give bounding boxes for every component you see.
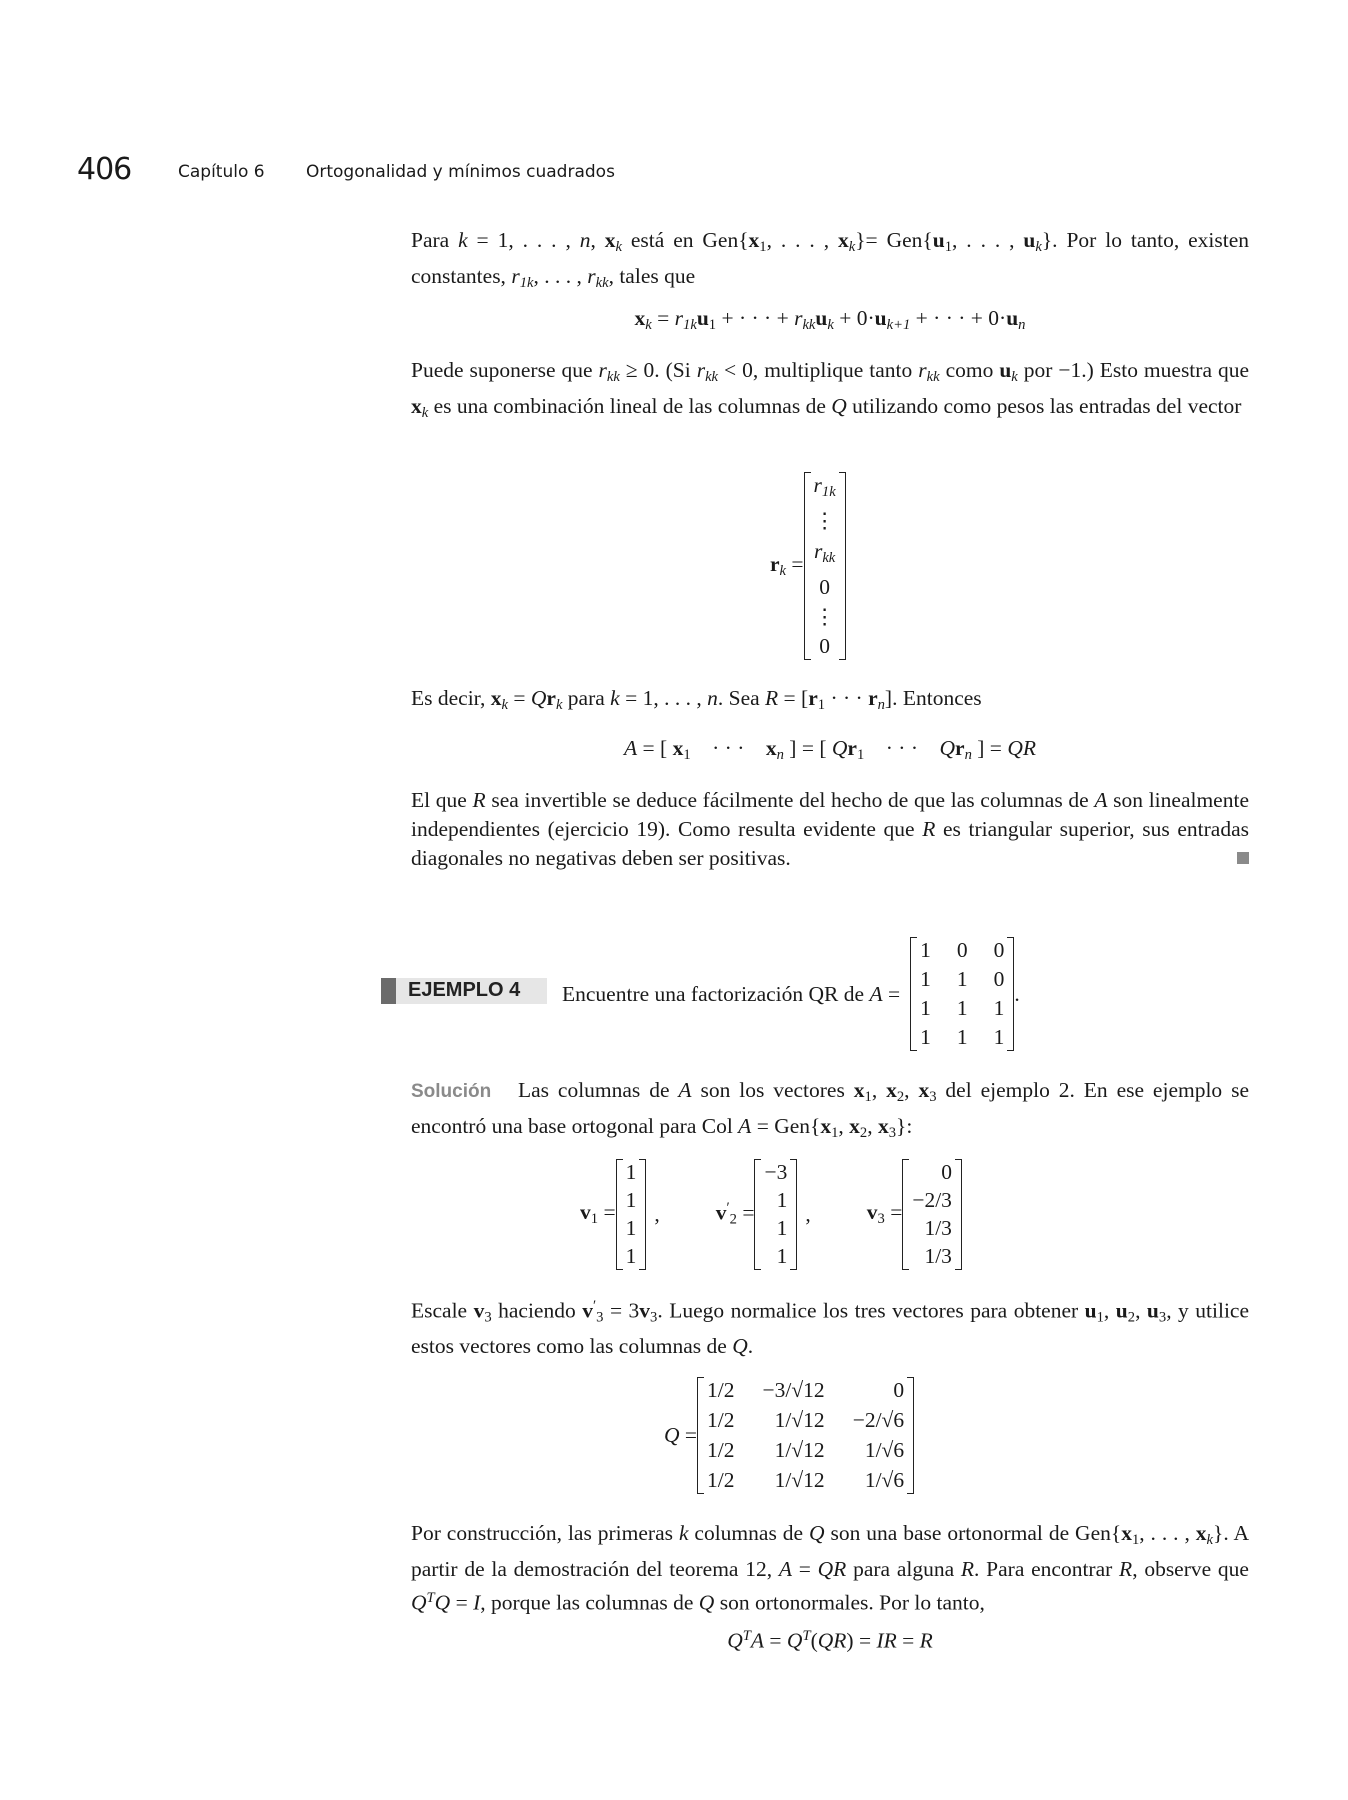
text-run: k — [555, 697, 563, 714]
matrix-entry: 1 — [956, 967, 968, 991]
text-run: columnas de — [688, 1521, 809, 1545]
text-run: son linealmente independientes (ejercicio 19). Como resulta evidente que — [411, 788, 1249, 841]
text-run: I — [473, 1590, 481, 1615]
text-run: Por construcción, las primeras — [411, 1521, 679, 1545]
text-run: es triangular superior, sus entradas diagonales no negativas deben ser positivas. — [411, 817, 1249, 870]
text-run: k — [501, 697, 508, 714]
text-run: = — [792, 1557, 818, 1582]
text-run: Q — [808, 1521, 825, 1545]
text-run: 3 — [596, 1309, 604, 1326]
matrix-q — [697, 1377, 914, 1494]
matrix-entry: 1/√12 — [774, 1407, 825, 1432]
text-run: , — [1135, 1298, 1147, 1323]
text-run: Q — [831, 394, 847, 419]
text-run: , porque las columnas de — [480, 1590, 699, 1615]
text-run: A — [1094, 788, 1108, 812]
equation-xk — [411, 306, 1249, 334]
text-run: k — [678, 1521, 689, 1545]
text-run: Q — [727, 1628, 743, 1653]
text-run: ( — [810, 1628, 818, 1653]
text-run: r — [955, 736, 965, 760]
text-run: , . . . , — [1139, 1521, 1196, 1545]
text-run: Para — [411, 228, 459, 252]
text-run: · · · — [690, 736, 766, 760]
text-run: x — [877, 1114, 889, 1139]
text-run: v — [639, 1298, 651, 1323]
equation-a-qr — [411, 736, 1249, 764]
vector-label — [716, 1200, 755, 1228]
text-run: R — [1119, 1557, 1133, 1582]
text-run: 0 — [819, 575, 830, 600]
text-run: u — [1084, 1298, 1097, 1323]
text-run: k — [779, 563, 787, 580]
paragraph-normalize — [411, 1292, 1249, 1361]
text-run: = Gen{ — [751, 1114, 821, 1139]
text-run: , — [871, 1078, 887, 1102]
matrix-entry: 1/√6 — [864, 1437, 905, 1462]
text-run: r — [598, 358, 607, 382]
text-run: r — [511, 264, 520, 289]
text-run: + 0· — [833, 306, 875, 330]
text-run: }= Gen{ — [855, 228, 933, 252]
matrix-entry: 0 — [893, 1377, 905, 1402]
text-run: Q — [698, 1590, 715, 1615]
text-run: T — [802, 1628, 811, 1644]
text-run: Q — [411, 1590, 427, 1615]
text-run: = — [598, 1199, 616, 1224]
text-run: x — [1195, 1521, 1207, 1545]
text-run: , — [590, 228, 605, 252]
text-run: 1 — [1131, 1532, 1140, 1549]
paragraph-weights — [411, 356, 1249, 428]
text-run: = — [736, 1200, 755, 1225]
orthogonal-vectors — [580, 1156, 962, 1272]
text-run: como — [939, 358, 1000, 382]
text-run: R — [960, 1557, 975, 1582]
text-run: v — [473, 1298, 485, 1323]
text-run: k — [827, 317, 834, 334]
text-run: u — [1115, 1298, 1128, 1323]
rk-label — [770, 552, 804, 580]
text-run: n — [707, 686, 718, 710]
text-run: k — [1206, 1532, 1214, 1549]
text-run: QR — [817, 1557, 847, 1582]
text-run: k — [848, 239, 856, 256]
text-run: 1k — [821, 484, 836, 501]
text-run: . Para encontrar — [974, 1557, 1120, 1582]
text-run: x — [1121, 1521, 1132, 1545]
text-run: Q — [831, 736, 848, 760]
text-run: 2 — [859, 1125, 868, 1142]
text-run: A — [738, 1114, 752, 1139]
text-run: u — [874, 306, 887, 330]
text-run: , — [1103, 1298, 1116, 1323]
text-run: del ejemplo 2. En ese ejemplo se encontró una base ortogonal para Col — [411, 1078, 1249, 1139]
text-run: r — [770, 551, 780, 576]
text-run: R — [919, 1628, 933, 1653]
text-run: x — [820, 1114, 832, 1139]
text-run: por −1.) Esto muestra que — [1017, 358, 1249, 382]
text-run: ≥ 0. (Si — [619, 358, 697, 382]
matrix-entry: 0 — [993, 938, 1005, 962]
text-run: A — [678, 1078, 692, 1102]
vector-entry — [814, 538, 836, 572]
text-run: = — [896, 1628, 920, 1653]
text-run: u — [1146, 1298, 1159, 1323]
text-run: Q — [939, 736, 956, 760]
text-run: k — [1035, 239, 1042, 256]
text-run: r — [813, 473, 822, 497]
text-run: , . . . , — [952, 228, 1024, 252]
matrix-entry: 1 — [776, 1215, 788, 1240]
matrix-entry: 1/√6 — [864, 1467, 905, 1492]
text-run: }: — [896, 1114, 913, 1139]
matrix-entry: 1 — [625, 1159, 637, 1184]
text-run: r — [794, 306, 803, 330]
text-run: u — [1023, 228, 1036, 252]
vector-entry — [814, 508, 836, 535]
text-run: 3 — [929, 1089, 937, 1106]
text-run: · · · — [825, 686, 869, 710]
text-run: k+1 — [886, 317, 911, 334]
text-run: 1 — [708, 317, 717, 334]
matrix-entry: −2/√6 — [852, 1407, 905, 1432]
text-run: Puede suponerse que — [411, 358, 599, 382]
text-run: ⋮ — [813, 509, 836, 534]
rk-vector-equation — [770, 471, 846, 661]
text-run: ⋮ — [813, 604, 836, 629]
text-run: = — [679, 1422, 698, 1447]
vector-v2 — [754, 1159, 797, 1270]
text-run: para alguna — [846, 1557, 961, 1582]
paragraph-construction — [411, 1519, 1249, 1617]
matrix-entry: −3/√12 — [762, 1377, 825, 1402]
matrix-entry: 1/3 — [924, 1215, 952, 1240]
matrix-entry: 0 — [956, 938, 968, 962]
example-label-bar — [381, 978, 396, 1004]
text-run: x — [765, 736, 777, 760]
text-run: , — [867, 1114, 878, 1139]
text-run: kk — [926, 369, 940, 386]
text-run: Q — [434, 1590, 451, 1615]
text-run: = — [651, 306, 675, 330]
text-run: Escale — [411, 1298, 474, 1323]
text-run: 1 — [831, 1125, 839, 1142]
text-run: 3 — [888, 1125, 897, 1142]
example-period: . — [1014, 981, 1020, 1006]
solution-text — [411, 1078, 1249, 1142]
text-run: kk — [606, 369, 620, 386]
matrix-entry: 1 — [625, 1243, 637, 1268]
text-run: son una base ortonormal de Gen{ — [824, 1521, 1122, 1545]
text-run: , . . . , — [766, 228, 838, 252]
vector-label — [867, 1200, 903, 1228]
matrix-a — [910, 937, 1014, 1051]
text-run: R — [765, 686, 779, 710]
matrix-entry: −3 — [764, 1159, 788, 1184]
text-run: . Sea — [717, 686, 766, 710]
separator-comma: , — [805, 1201, 811, 1226]
text-run: ) = — [846, 1628, 877, 1653]
text-run: QR — [1007, 736, 1036, 760]
text-run: x — [849, 1114, 860, 1139]
text-run: x — [672, 736, 684, 760]
vector-entry — [814, 633, 836, 660]
matrix-entry: 0 — [993, 967, 1005, 991]
solution-paragraph — [411, 1076, 1249, 1148]
text-run: 1k — [683, 317, 697, 334]
text-run: = — [764, 1628, 787, 1653]
matrix-entry: 1 — [625, 1187, 637, 1212]
text-run: r — [918, 358, 927, 382]
equation-qta — [411, 1628, 1249, 1653]
text-run: 1 — [590, 1211, 599, 1228]
text-run: r — [813, 538, 823, 563]
text-run: ′ — [592, 1298, 597, 1314]
text-run: es una combinación lineal de las columnas de — [428, 394, 832, 419]
text-run: r — [808, 686, 818, 710]
text-run: + · · · + — [716, 306, 795, 330]
text-run: A — [869, 981, 883, 1006]
text-run: Las columnas de — [517, 1078, 679, 1102]
page-number: 406 — [77, 152, 132, 187]
matrix-entry: 1 — [920, 996, 931, 1020]
text-run: x — [604, 228, 616, 252]
text-run: Encuentre una factorización QR de — [562, 981, 870, 1006]
matrix-entry: 1 — [625, 1215, 637, 1240]
text-run: R — [922, 817, 936, 841]
text-run: haciendo — [491, 1298, 583, 1323]
text-run: r — [674, 306, 684, 330]
text-run: Q — [664, 1422, 680, 1447]
vector-entry — [814, 472, 836, 506]
q-label — [664, 1423, 697, 1448]
text-run: k — [645, 317, 652, 334]
text-run: 3 — [1158, 1309, 1167, 1326]
text-run: 1 — [683, 747, 691, 764]
text-run: x — [634, 306, 646, 330]
text-run: x — [853, 1078, 865, 1102]
matrix-entry: −2/3 — [912, 1187, 952, 1212]
text-run: x — [490, 686, 502, 710]
matrix-entry: 1 — [776, 1187, 788, 1212]
text-run: }. Por lo tanto, existen constantes, — [411, 228, 1250, 289]
chapter-label: Capítulo 6 — [178, 162, 265, 182]
text-run: 0 — [819, 633, 830, 658]
text-run: , . . . , — [533, 264, 588, 289]
text-run: = — [450, 1590, 474, 1615]
text-run: 2 — [896, 1089, 905, 1106]
matrix-entry: 1 — [920, 967, 931, 991]
text-run: k — [615, 239, 622, 256]
text-run: , observe que — [1132, 1557, 1249, 1582]
text-run: = 1, . . . , — [467, 228, 580, 252]
matrix-entry: 1/√12 — [774, 1437, 825, 1462]
text-run: kk — [822, 549, 836, 566]
text-run: x — [838, 228, 849, 252]
text-run: u — [696, 306, 709, 330]
text-run: ′ — [726, 1199, 730, 1216]
text-run: R — [472, 788, 486, 812]
text-run: v — [866, 1199, 878, 1224]
text-run: sea invertible se deduce fácilmente del hecho de que las columnas de — [485, 788, 1095, 812]
solution-label: Solución — [411, 1081, 492, 1102]
text-run: , tales que — [608, 264, 696, 289]
text-run: IR — [876, 1628, 897, 1653]
example-label: EJEMPLO 4 — [408, 979, 521, 1001]
text-run: = 3 — [603, 1298, 640, 1323]
matrix-entry: 1/2 — [707, 1377, 735, 1402]
vector-entry — [814, 604, 836, 631]
text-run: < 0, multiplique tanto — [718, 358, 919, 382]
end-of-proof-icon — [1237, 852, 1249, 864]
paragraph-es-decir — [411, 684, 1249, 720]
matrix-entry: 1 — [956, 1025, 968, 1049]
matrix-entry: 1/√12 — [774, 1467, 825, 1492]
matrix-entry: 1 — [920, 1025, 931, 1049]
text-run: , y utilice estos vectores como las columnas de — [411, 1298, 1250, 1359]
text-run: . — [747, 1334, 754, 1359]
text-run: r — [847, 736, 857, 760]
matrix-entry: 1/2 — [707, 1467, 735, 1492]
vector-label — [580, 1200, 616, 1228]
text-run: A — [778, 1557, 792, 1582]
text-run: T — [426, 1590, 435, 1607]
text-run: u — [932, 228, 945, 252]
text-run: = 1, . . . , — [619, 686, 708, 710]
text-run: Q — [530, 686, 547, 710]
matrix-entry: 1 — [993, 996, 1005, 1020]
text-run: 1 — [759, 239, 767, 256]
text-run: son los vectores — [691, 1078, 854, 1102]
text-run: 1 — [1096, 1309, 1104, 1326]
text-run: r — [696, 358, 706, 382]
paragraph-invertible — [411, 786, 1249, 873]
matrix-entry: 1 — [920, 938, 931, 962]
example-text — [562, 982, 900, 1007]
separator-comma: , — [654, 1201, 660, 1226]
text-run: está en Gen{ — [621, 228, 749, 252]
vector-v3 — [902, 1159, 962, 1270]
text-run: El que — [411, 788, 473, 812]
text-run: = — [786, 551, 804, 576]
text-run: x — [411, 394, 422, 419]
text-run: 3 — [650, 1309, 658, 1326]
text-run: ] = [ — [783, 736, 832, 760]
text-run: 3 — [484, 1309, 492, 1326]
text-run: = — [884, 1199, 903, 1224]
text-run: n — [964, 747, 972, 764]
text-run: v — [580, 1199, 591, 1224]
text-run: 1k — [519, 275, 534, 292]
text-run: k — [421, 405, 429, 422]
text-run: 1 — [864, 1089, 872, 1106]
text-run: n — [776, 747, 784, 764]
text-run: · · · — [864, 736, 940, 760]
text-run: Q — [732, 1334, 748, 1359]
example-statement — [562, 936, 1020, 1052]
text-run: utilizando como pesos las entradas del vector — [846, 394, 1242, 419]
text-run: T — [742, 1628, 751, 1644]
text-run: kk — [595, 275, 609, 292]
q-matrix-equation — [664, 1374, 914, 1496]
text-run: v — [582, 1298, 593, 1323]
text-run: Q — [786, 1628, 803, 1653]
text-run: = [ — [637, 736, 673, 760]
text-run: k — [1011, 369, 1018, 386]
chapter-title: Ortogonalidad y mínimos cuadrados — [306, 162, 615, 182]
text-run: = [ — [778, 686, 809, 710]
text-run: n — [877, 697, 885, 714]
text-run: ]. Entonces — [884, 686, 982, 710]
vector-v1 — [616, 1159, 647, 1270]
text-run: ] = — [971, 736, 1008, 760]
text-run: 1 — [856, 747, 865, 764]
matrix-entry: 1/2 — [707, 1437, 735, 1462]
paragraph-invertible-text — [411, 788, 1249, 870]
text-run: + · · · + 0· — [910, 306, 1007, 330]
rk-vector — [804, 472, 846, 660]
text-run: , — [904, 1078, 919, 1102]
matrix-entry: 1/2 — [707, 1407, 735, 1432]
text-run: r — [587, 264, 596, 289]
matrix-entry: 1/3 — [924, 1243, 952, 1268]
text-run: u — [815, 306, 828, 330]
text-run: 1 — [817, 697, 826, 714]
text-run: para — [562, 686, 611, 710]
text-run: kk — [705, 369, 719, 386]
text-run: son ortonormales. Por lo tanto, — [714, 1590, 985, 1615]
text-run: v — [715, 1200, 727, 1225]
text-run: n — [579, 228, 591, 252]
text-run: QR — [817, 1628, 847, 1653]
text-run: Es decir, — [411, 686, 491, 710]
text-run: = — [882, 981, 901, 1006]
text-run: 2 — [1127, 1309, 1136, 1326]
text-run: k — [610, 686, 620, 710]
text-run: , — [838, 1114, 850, 1139]
text-run: }. A partir de la demostración del teorema 12, — [411, 1521, 1249, 1582]
text-run: r — [868, 686, 878, 710]
text-run: A — [750, 1628, 765, 1653]
text-run: 2 — [729, 1211, 737, 1228]
matrix-entry: 1 — [776, 1243, 788, 1268]
paragraph-span — [411, 226, 1249, 298]
text-run: x — [918, 1078, 930, 1102]
text-run: n — [1018, 317, 1026, 334]
matrix-entry: 0 — [941, 1159, 952, 1184]
text-run: u — [999, 358, 1012, 382]
text-run: k — [458, 228, 468, 252]
text-run: A — [624, 736, 638, 760]
text-run: 1 — [944, 239, 953, 256]
text-run: r — [546, 686, 556, 710]
text-run: x — [748, 228, 760, 252]
matrix-entry: 1 — [993, 1025, 1005, 1049]
text-run: 3 — [877, 1211, 885, 1228]
text-run: kk — [802, 317, 816, 334]
vector-entry — [814, 574, 836, 601]
text-run: . Luego normalice los tres vectores para obtener — [657, 1298, 1085, 1323]
text-run: x — [886, 1078, 897, 1102]
text-run: u — [1006, 306, 1019, 330]
text-run: = — [507, 686, 531, 710]
matrix-entry: 1 — [956, 996, 968, 1020]
